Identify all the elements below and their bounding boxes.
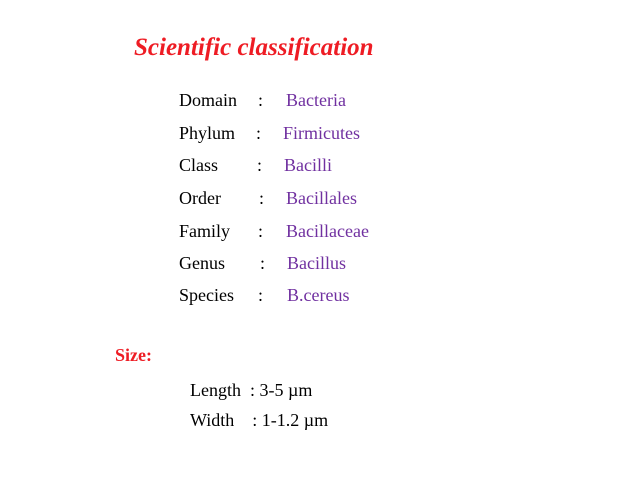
- classification-colon: :: [259, 188, 265, 208]
- classification-value: Bacillus: [287, 253, 346, 273]
- classification-value: Bacteria: [286, 90, 346, 110]
- size-length: [190, 379, 312, 401]
- size-width: [190, 409, 328, 431]
- classification-value: Bacillaceae: [286, 221, 369, 241]
- size-width-text: Width : 1-1.2 µm: [190, 410, 329, 430]
- classification-value: Bacilli: [284, 155, 332, 175]
- classification-label: Domain: [179, 90, 237, 110]
- page-title: Scientific classification: [134, 34, 374, 61]
- classification-label: Phylum: [179, 123, 236, 143]
- classification-label: Order: [179, 188, 221, 208]
- classification-value: Bacillales: [286, 188, 357, 208]
- classification-label: Family: [179, 221, 231, 241]
- classification-label: Species: [179, 285, 234, 305]
- classification-colon: :: [258, 221, 264, 241]
- size-length-text: Length : 3-5 µm: [190, 380, 313, 400]
- classification-colon: :: [258, 285, 264, 305]
- classification-colon: :: [257, 155, 263, 175]
- classification-label: Class: [179, 155, 219, 175]
- classification-label: Genus: [179, 253, 225, 273]
- size-heading: Size:: [115, 345, 152, 365]
- classification-colon: :: [256, 123, 262, 143]
- classification-colon: :: [260, 253, 266, 273]
- classification-colon: :: [258, 90, 264, 110]
- classification-value: Firmicutes: [283, 123, 360, 143]
- classification-value: B.cereus: [287, 285, 350, 305]
